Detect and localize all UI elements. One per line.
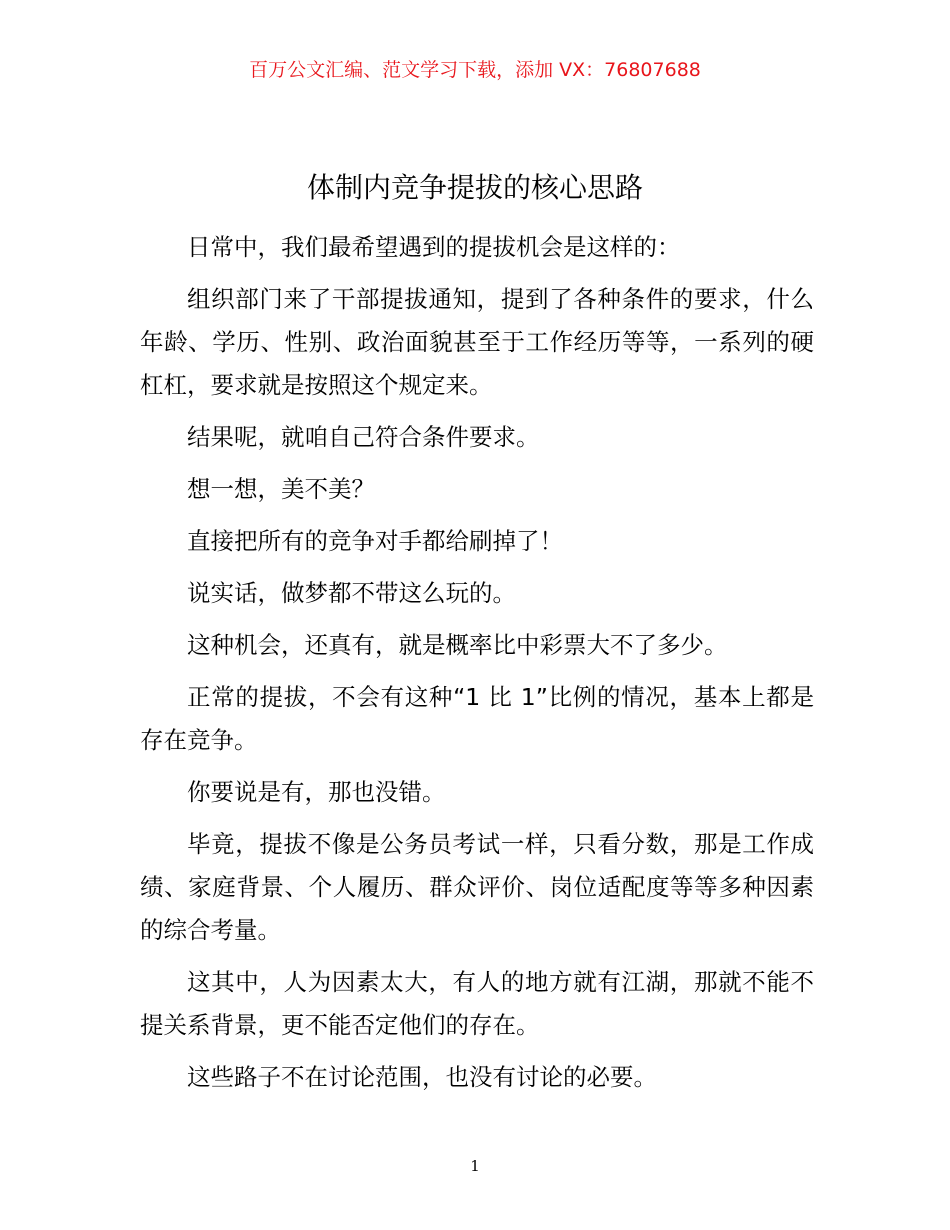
paragraph: 你要说是有，那也没错。 (187, 778, 446, 806)
paragraph: 这些路子不在讨论范围，也没有讨论的必要。 (187, 1063, 657, 1091)
paragraph: 正常的提拔，不会有这种“1 比 1”比例的情况，基本上都是存在竞争。 (140, 683, 814, 754)
paragraph: 想一想，美不美？ (187, 475, 375, 503)
paragraph: 组织部门来了干部提拔通知，提到了各种条件的要求，什么年龄、学历、性别、政治面貌甚至于工作经历等等，一系列的硬杠杠，要求就是按照这个规定来。 (140, 285, 814, 399)
paragraph: 毕竟，提拔不像是公务员考试一样，只看分数，那是工作成绩、家庭背景、个人履历、群众评价、岗位适配度等等多种因素的综合考量。 (140, 830, 814, 944)
page-number: 1 (470, 1157, 480, 1175)
paragraph: 这种机会，还真有，就是概率比中彩票大不了多少。 (187, 631, 728, 659)
document-body (140, 226, 814, 1108)
paragraph: 直接把所有的竞争对手都给刷掉了！ (187, 527, 563, 555)
document-title: 体制内竞争提拔的核心思路 (306, 171, 643, 204)
paragraph: 说实话，做梦都不带这么玩的。 (187, 579, 516, 607)
paragraph: 结果呢，就咱自己符合条件要求。 (187, 423, 540, 451)
paragraph: 日常中，我们最希望遇到的提拔机会是这样的： (187, 233, 681, 261)
paragraph: 这其中，人为因素太大，有人的地方就有江湖，那就不能不提关系背景，更不能否定他们的存在。 (140, 968, 814, 1039)
header-banner: 百万公文汇编、范文学习下载，添加 VX：76807688 (249, 59, 701, 81)
